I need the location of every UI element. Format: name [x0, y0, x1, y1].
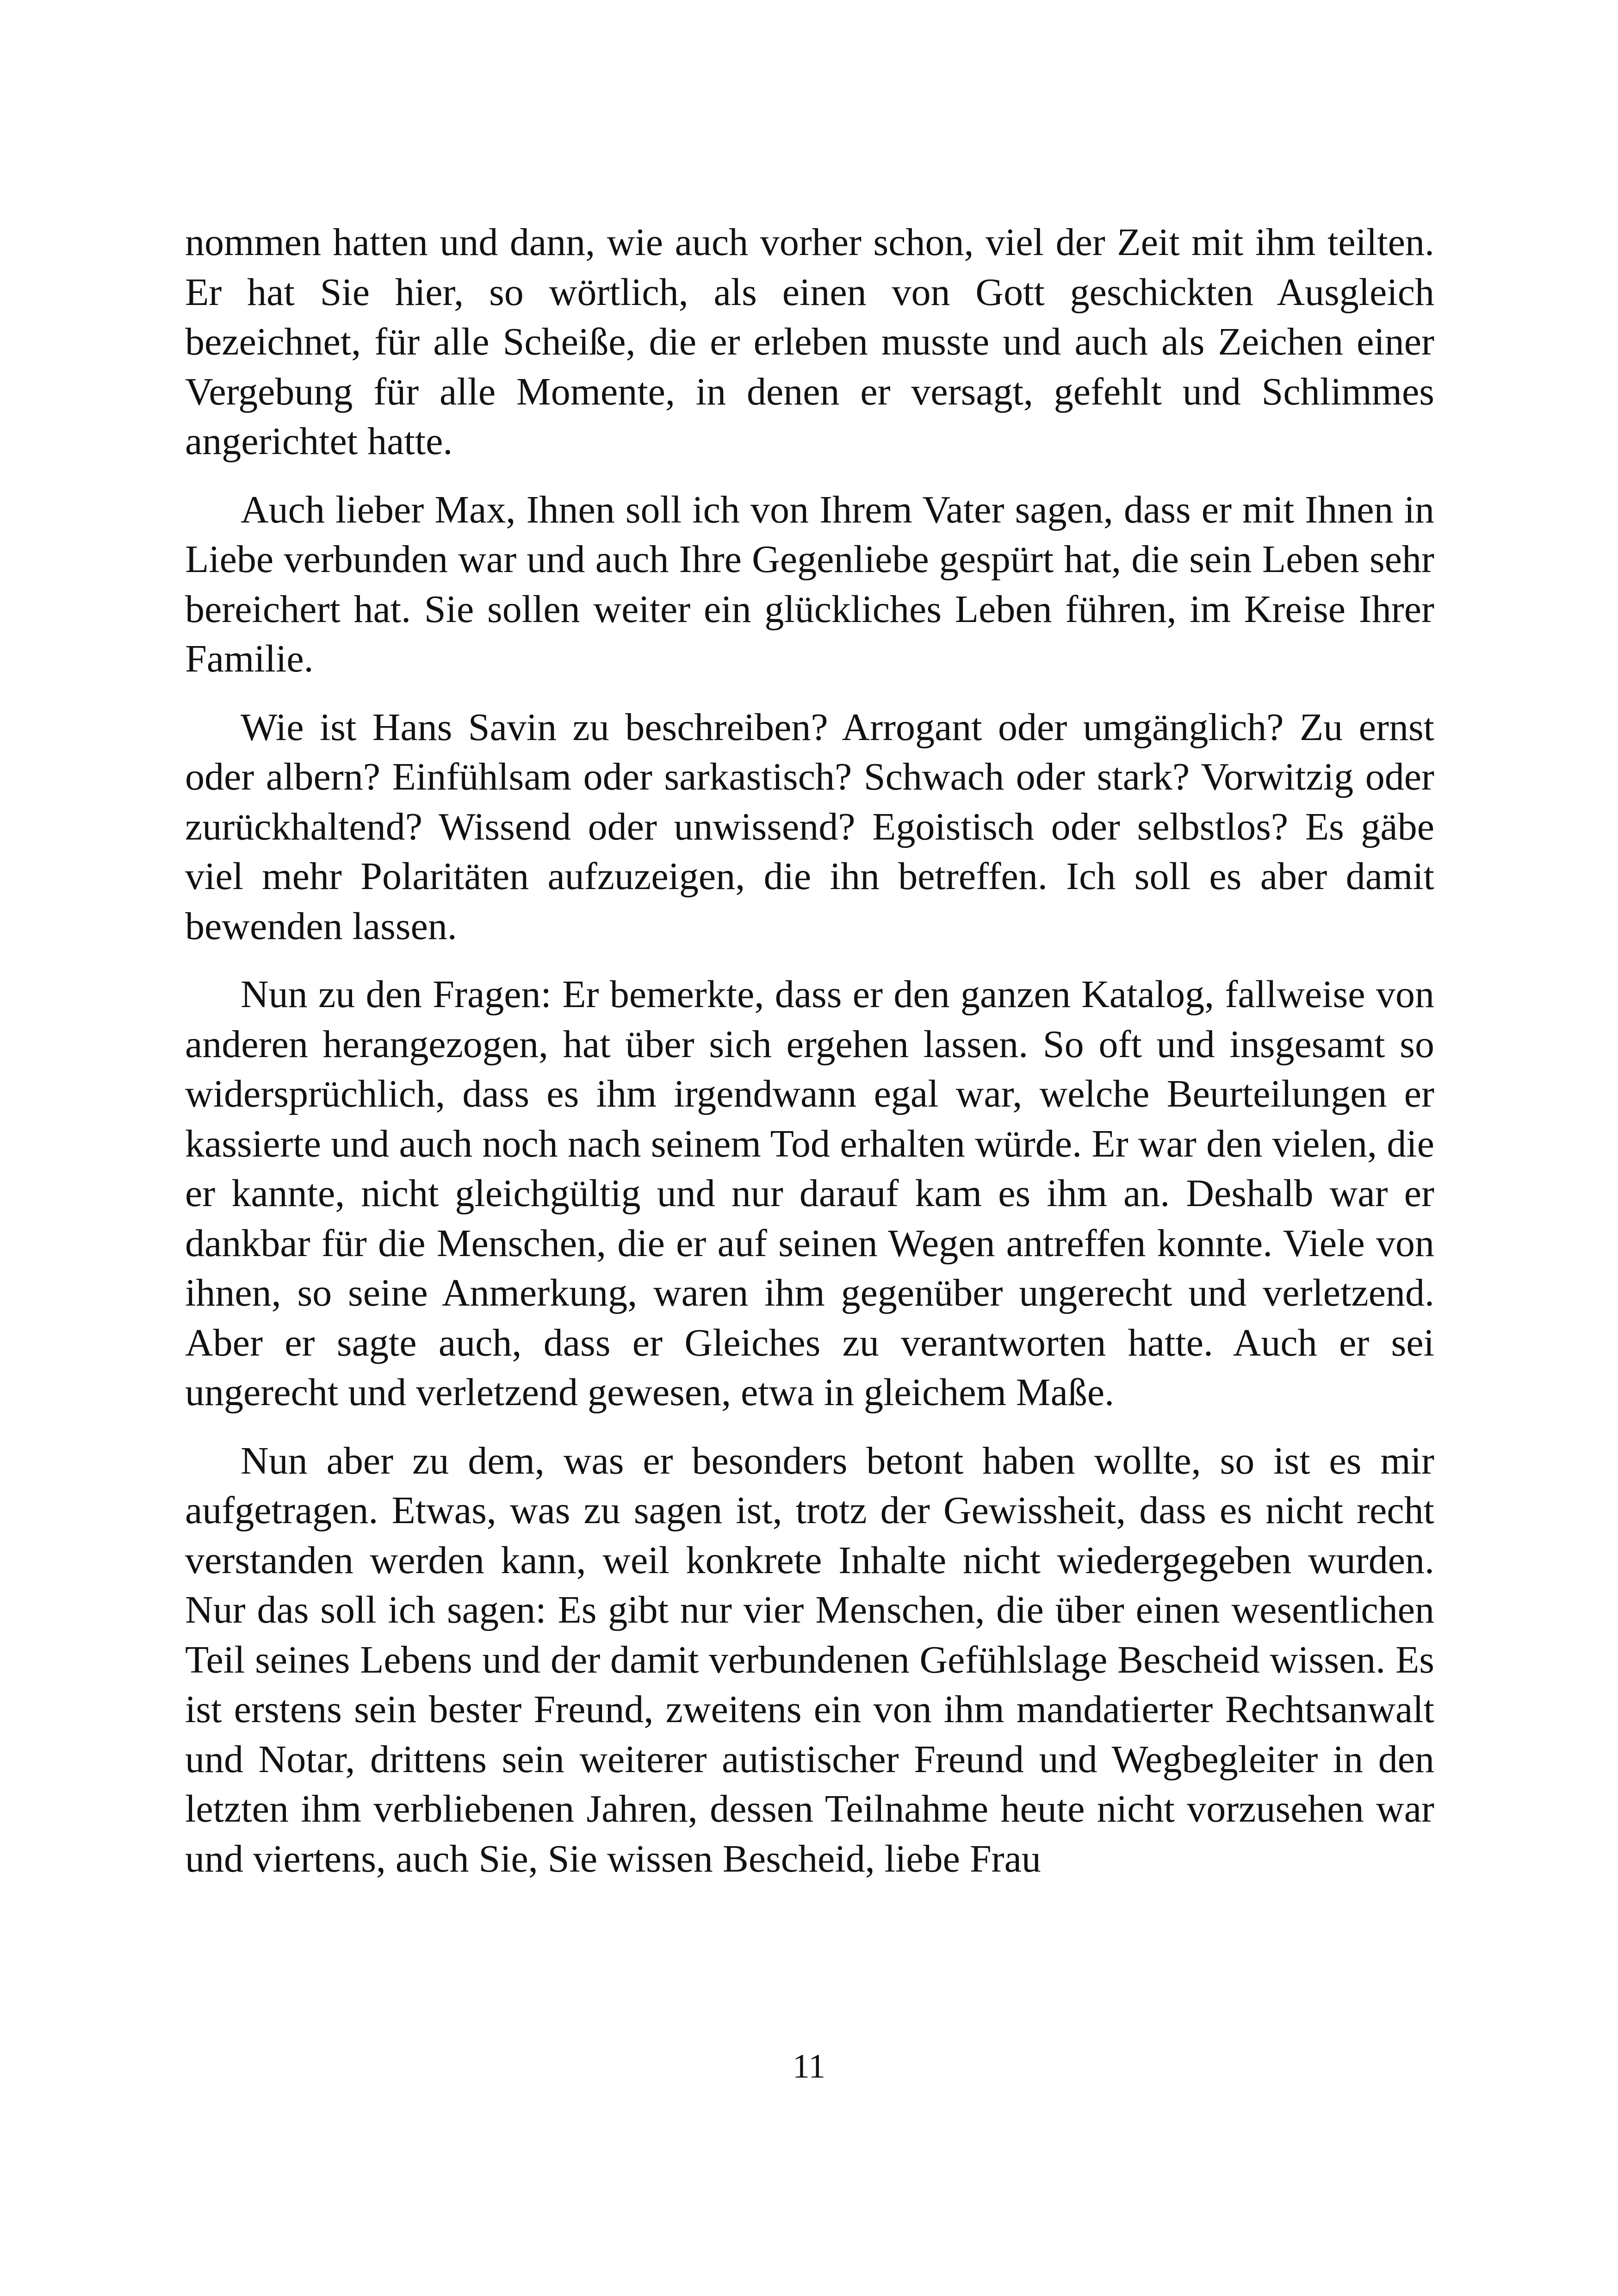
- page-number: 11: [792, 2047, 826, 2085]
- paragraph-3: Wie ist Hans Savin zu beschreiben? Arrogant oder umgänglich? Zu ernst oder albern? Einfühlsam oder sarkastisch? Schwach oder stark? Vorwitzig oder zurückhaltend? Wissend oder unwissend? Egoistisch oder selbstlos? Es gäbe viel mehr Polaritäten aufzuzeigen, die ihn betreffen. Ich soll es aber damit bewenden lassen.: [185, 705, 1434, 948]
- paragraph-4: Nun zu den Fragen: Er bemerkte, dass er den ganzen Katalog, fallweise von anderen herangezogen, hat über sich ergehen lassen. So oft und insgesamt so widersprüchlich, dass es ihm irgendwann egal war, welche Beurteilungen er kassierte und auch noch nach seinem Tod erhalten würde. Er war den vielen, die er kannte, nicht gleichgültig und nur darauf kam es ihm an. Deshalb war er dankbar für die Menschen, die er auf seinen Wegen antreffen konnte. Viele von ihnen, so seine Anmerkung, waren ihm gegenüber ungerecht und verletzend. Aber er sagte auch, dass er Gleiches zu verantworten hatte. Auch er sei ungerecht und verletzend gewesen, etwa in gleichem Maße.: [185, 973, 1434, 1414]
- page-body: [185, 218, 1434, 1884]
- paragraph-1: nommen hatten und dann, wie auch vorher schon, viel der Zeit mit ihm teilten. Er hat Sie hier, so wörtlich, als einen von Gott geschickten Ausgleich bezeichnet, für alle Scheiße, die er erleben musste und auch als Zeichen einer Vergebung für alle Momente, in denen er versagt, gefehlt und Schlimmes angerichtet hatte.: [185, 221, 1434, 463]
- paragraph-2: Auch lieber Max, Ihnen soll ich von Ihrem Vater sagen, dass er mit Ihnen in Liebe verbunden war und auch Ihre Gegenliebe gespürt hat, die sein Leben sehr bereichert hat. Sie sollen weiter ein glückliches Leben führen, im Kreise Ihrer Familie.: [185, 488, 1434, 680]
- paragraph-5: Nun aber zu dem, was er besonders betont haben wollte, so ist es mir aufgetragen. Etwas, was zu sagen ist, trotz der Gewissheit, dass es nicht recht verstanden werden kann, weil konkrete Inhalte nicht wiedergegeben wurden. Nur das soll ich sagen: Es gibt nur vier Menschen, die über einen wesentlichen Teil seines Lebens und der damit verbundenen Gefühlslage Bescheid wissen. Es ist erstens sein bester Freund, zweitens ein von ihm mandatierter Rechtsanwalt und Notar, drittens sein weiterer autistischer Freund und Wegbegleiter in den letzten ihm verbliebenen Jahren, dessen Teilnahme heute nicht vorzusehen war und viertens, auch Sie, Sie wissen Bescheid, liebe Frau: [185, 1439, 1434, 1880]
